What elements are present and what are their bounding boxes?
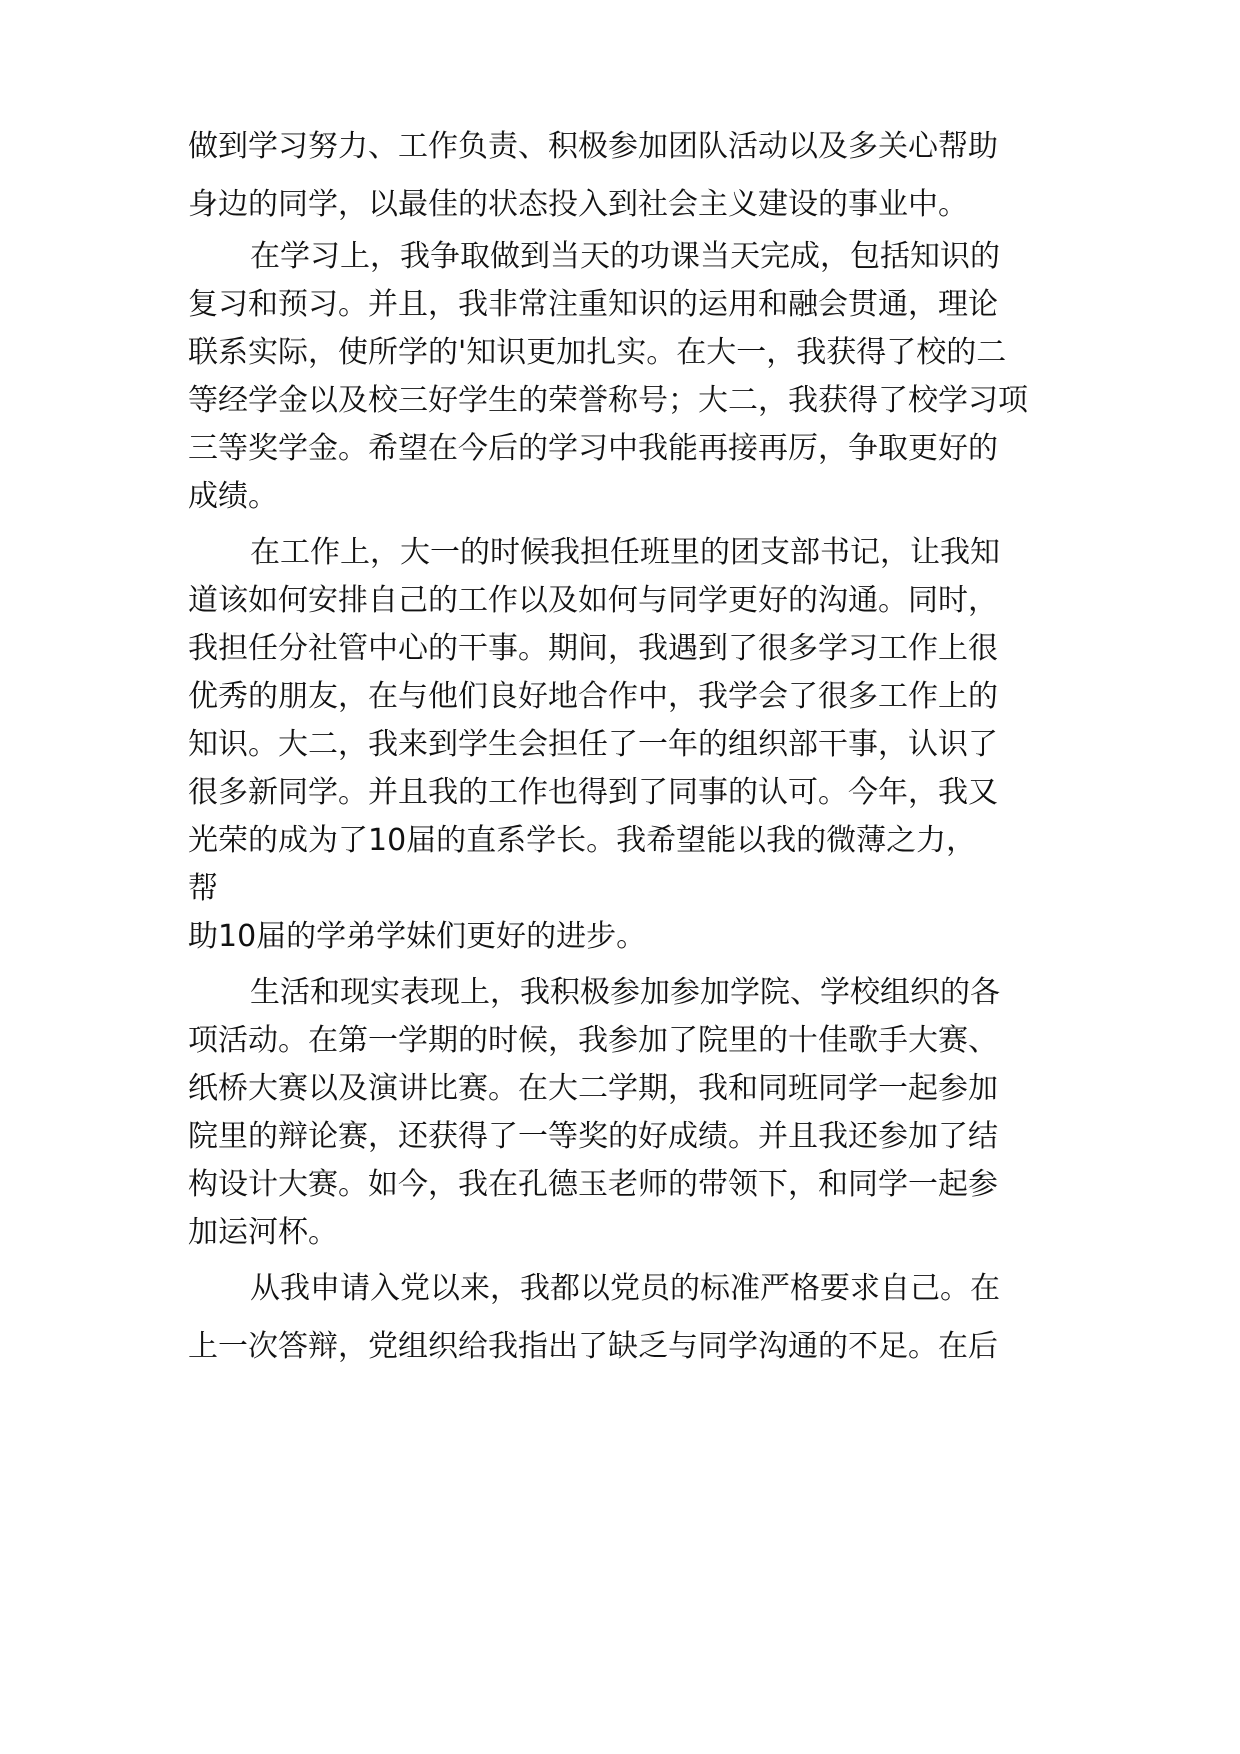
paragraph-start-line: 在学习上，我争取做到当天的功课当天完成，包括知识的 [250,239,1000,274]
text-line: 项活动。在第一学期的时候，我参加了院里的十佳歌手大赛、 [188,1023,998,1058]
text-line: 上一次答辩，党组织给我指出了缺乏与同学沟通的不足。在后 [188,1329,998,1364]
text-line: 复习和预习。并且，我非常注重知识的运用和融会贯通，理论 [188,287,998,322]
text-line: 纸桥大赛以及演讲比赛。在大二学期，我和同班同学一起参加 [188,1071,998,1106]
text-line: 加运河杯。 [188,1215,338,1250]
text-line: 身边的同学，以最佳的状态投入到社会主义建设的事业中。 [188,187,968,222]
text-line: 我担任分社管中心的干事。期间，我遇到了很多学习工作上很 [188,631,998,666]
text-line: 优秀的朋友，在与他们良好地合作中，我学会了很多工作上的 [188,679,998,714]
paragraph-start-line: 从我申请入党以来，我都以党员的标准严格要求自己。在 [250,1271,1000,1306]
paragraph-start-line: 在工作上，大一的时候我担任班里的团支部书记，让我知 [250,535,1000,570]
text-line: 构设计大赛。如今，我在孔德玉老师的带领下，和同学一起参 [188,1167,998,1202]
text-line: 帮 [188,871,218,906]
text-line: 院里的辩论赛，还获得了一等奖的好成绩。并且我还参加了结 [188,1119,998,1154]
text-line: 三等奖学金。希望在今后的学习中我能再接再厉，争取更好的 [188,431,998,466]
paragraph-start-line: 生活和现实表现上，我积极参加参加学院、学校组织的各 [250,975,1000,1010]
text-line: 助10届的学弟学妹们更好的进步。 [188,919,647,954]
text-line: 光荣的成为了10届的直系学长。我希望能以我的微薄之力， [188,823,977,858]
text-line: 做到学习努力、工作负责、积极参加团队活动以及多关心帮助 [188,129,998,164]
text-line: 联系实际，使所学的'知识更加扎实。在大一，我获得了校的二 [188,335,1007,370]
text-line: 很多新同学。并且我的工作也得到了同事的认可。今年，我又 [188,775,998,810]
text-line: 知识。大二，我来到学生会担任了一年的组织部干事，认识了 [188,727,998,762]
text-line: 道该如何安排自己的工作以及如何与同学更好的沟通。同时， [188,583,998,618]
text-line: 成绩。 [188,479,278,514]
text-line: 等经学金以及校三好学生的荣誉称号；大二，我获得了校学习项 [188,383,1028,418]
